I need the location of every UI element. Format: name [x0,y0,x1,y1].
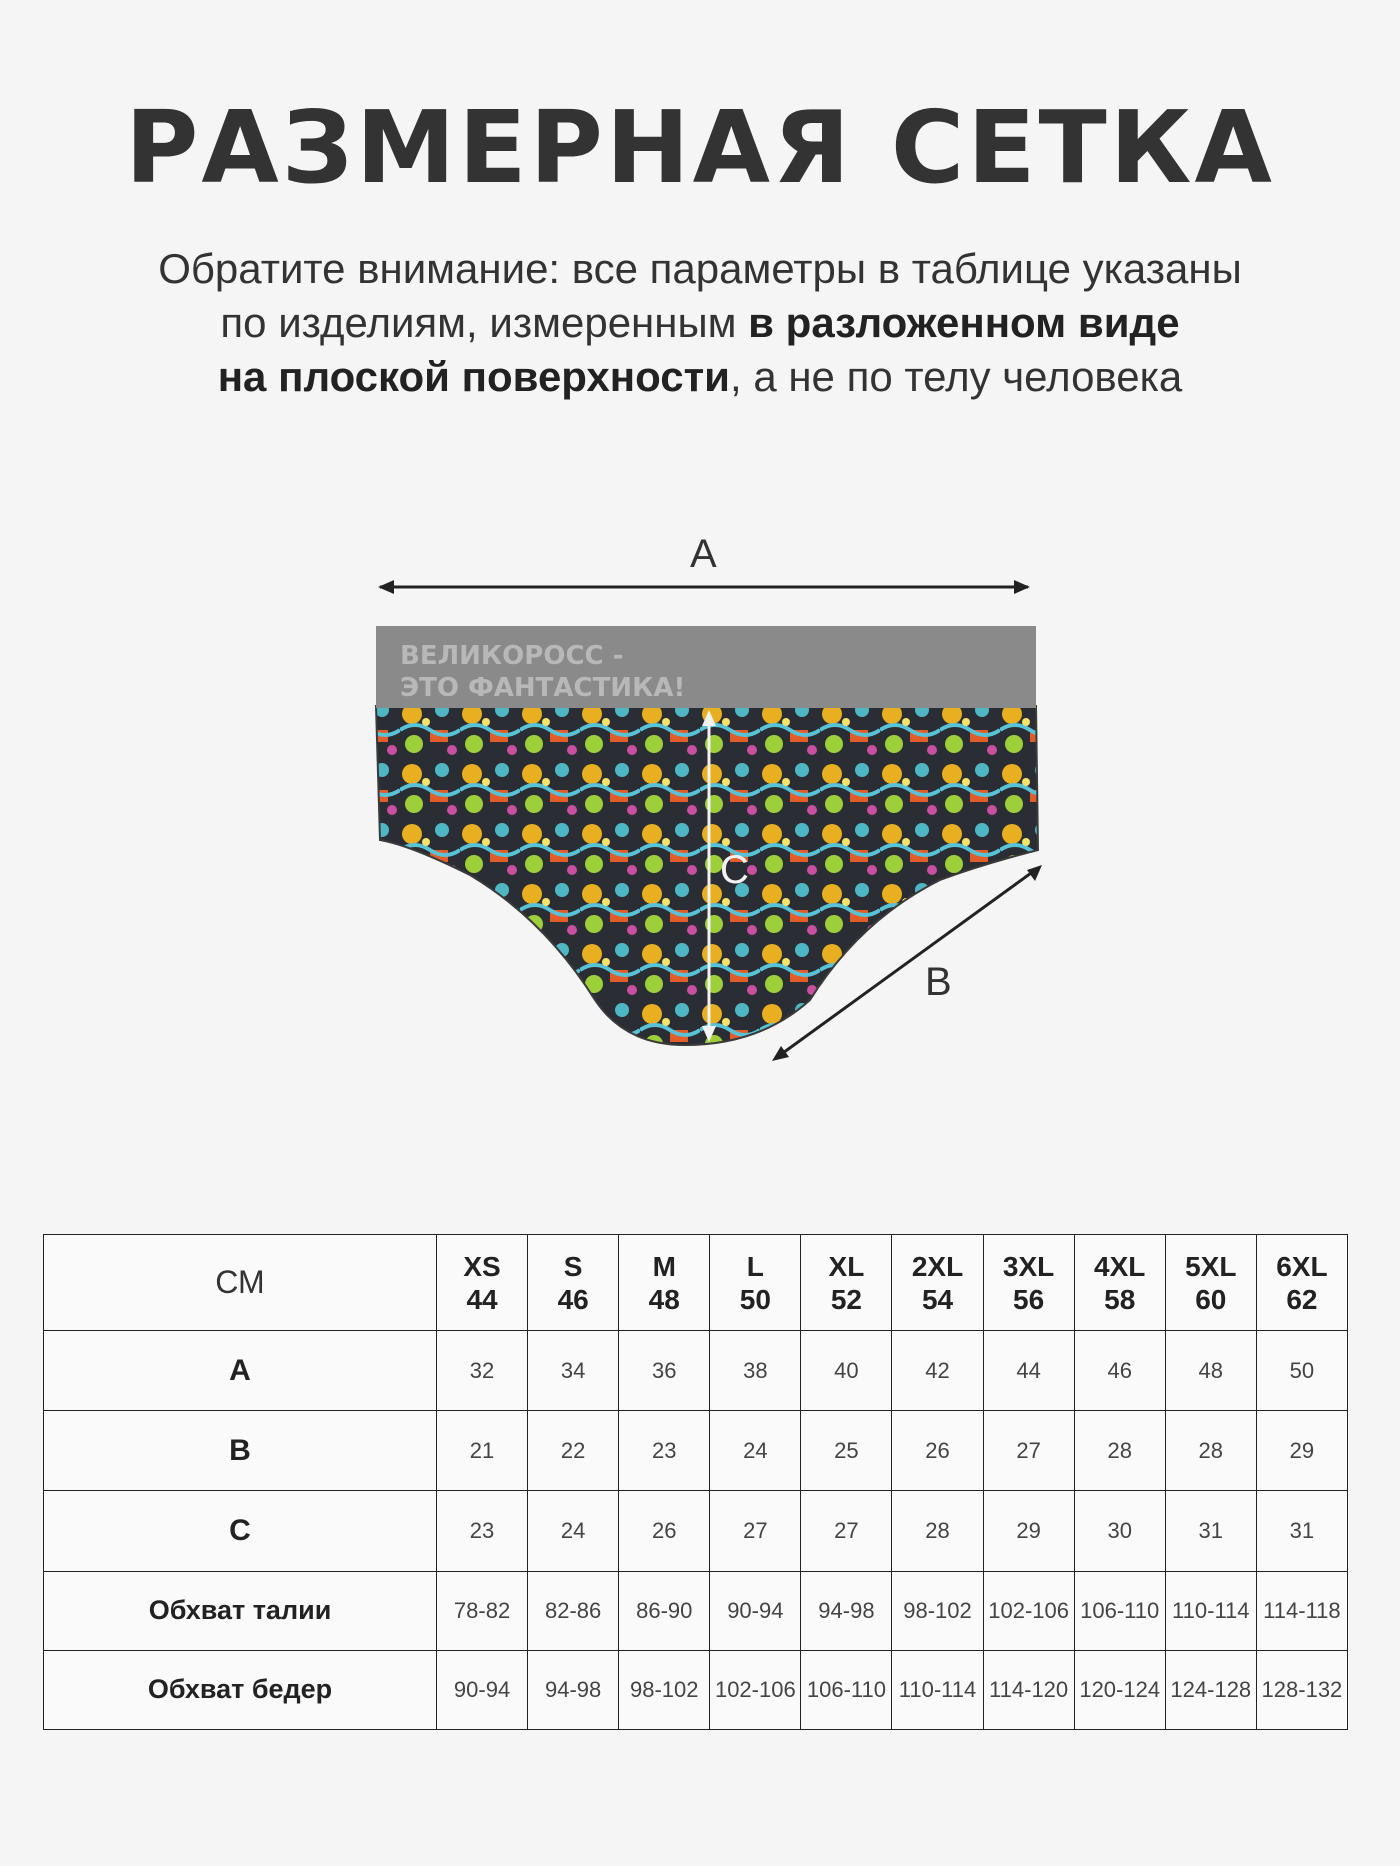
table-cell: 98-102 [619,1650,710,1729]
unit-header: СМ [44,1235,437,1331]
table-cell: 90-94 [437,1650,528,1729]
table-cell: 27 [801,1491,892,1571]
size-letter: 3XL [1002,1250,1055,1282]
subtitle-line-2-bold: в разложенном виде [748,299,1180,346]
size-number: 46 [557,1283,589,1315]
table-row [44,1411,1348,1491]
table-cell: 106-110 [1074,1571,1165,1650]
size-column-header [1256,1235,1347,1331]
table-cell: 82-86 [528,1571,619,1650]
size-letter: 5XL [1185,1250,1237,1282]
table-cell: 78-82 [437,1571,528,1650]
subtitle-line-2-plain: по изделиям, измеренным [220,299,749,346]
subtitle-line-2 [0,296,1400,350]
size-letter: XS [463,1250,501,1282]
table-cell: 38 [710,1331,801,1411]
table-cell: 30 [1074,1491,1165,1571]
size-column-header [710,1235,801,1331]
table-cell: 34 [528,1331,619,1411]
size-number: 48 [648,1283,680,1315]
table-cell: 27 [983,1411,1074,1491]
arrow-b-top-head [1027,865,1042,881]
size-header-row [44,1235,1348,1331]
arrow-b-bottom-head [772,1046,789,1061]
size-letter: S [563,1250,583,1282]
table-cell: 120-124 [1074,1650,1165,1729]
product-diagram [340,520,1080,1080]
table-cell: 124-128 [1165,1650,1256,1729]
table-cell: 94-98 [801,1571,892,1650]
table-cell: 24 [528,1491,619,1571]
size-table [43,1234,1348,1730]
table-cell: 102-106 [983,1571,1074,1650]
dimension-label-c: C [720,848,749,892]
size-letter: 4XL [1094,1250,1146,1282]
table-cell: 31 [1165,1491,1256,1571]
size-column-header [801,1235,892,1331]
row-label: C [44,1491,437,1571]
row-label: A [44,1331,437,1411]
table-cell: 32 [437,1331,528,1411]
table-cell: 98-102 [892,1571,983,1650]
table-cell: 25 [801,1411,892,1491]
subtitle-line-1: Обратите внимание: все параметры в таблице указаны [158,245,1242,292]
size-letter: XL [828,1250,865,1282]
briefs-illustration [340,520,1080,1080]
table-cell: 94-98 [528,1650,619,1729]
table-cell: 21 [437,1411,528,1491]
table-cell: 114-120 [983,1650,1074,1729]
table-cell: 42 [892,1331,983,1411]
size-number: 56 [1013,1283,1045,1315]
table-cell: 28 [892,1491,983,1571]
size-letter: 6XL [1276,1250,1328,1282]
table-row [44,1331,1348,1411]
size-column-header [619,1235,710,1331]
table-cell: 86-90 [619,1571,710,1650]
page-title: РАЗМЕРНАЯ СЕТКА [125,89,1275,206]
size-letter: 2XL [911,1250,964,1282]
size-column-header [983,1235,1074,1331]
table-cell: 29 [983,1491,1074,1571]
size-column-header [1165,1235,1256,1331]
table-cell: 24 [710,1411,801,1491]
size-letter: M [652,1250,676,1282]
table-cell: 36 [619,1331,710,1411]
size-column-header [528,1235,619,1331]
size-letter: L [746,1250,764,1282]
table-cell: 22 [528,1411,619,1491]
table-cell: 27 [710,1491,801,1571]
table-cell: 48 [1165,1331,1256,1411]
table-cell: 102-106 [710,1650,801,1729]
table-row [44,1571,1348,1650]
size-number: 50 [739,1283,771,1315]
size-number: 60 [1195,1283,1227,1315]
size-column-header [1074,1235,1165,1331]
table-cell: 46 [1074,1331,1165,1411]
size-number: 52 [830,1283,862,1315]
subtitle-note [0,242,1400,404]
size-number: 54 [921,1283,954,1315]
waistband-text-2: ЭТО ФАНТАСТИКА! [400,673,686,703]
size-table-body [44,1331,1348,1730]
table-cell: 44 [983,1331,1074,1411]
table-cell: 26 [619,1491,710,1571]
size-number: 58 [1104,1283,1136,1315]
subtitle-line-3-bold: на плоской поверхности [217,353,730,400]
size-number: 44 [466,1283,498,1315]
table-cell: 26 [892,1411,983,1491]
table-cell: 28 [1074,1411,1165,1491]
subtitle-line-3-plain: , а не по телу человека [729,353,1183,400]
table-cell: 28 [1165,1411,1256,1491]
table-cell: 114-118 [1256,1571,1347,1650]
row-label: Обхват бедер [44,1650,437,1729]
waistband-text-1: ВЕЛИКОРОСС - [400,641,624,671]
arrow-a-right-head [1014,580,1030,594]
row-label: B [44,1411,437,1491]
table-cell: 128-132 [1256,1650,1347,1729]
arrow-a-left-head [378,580,394,594]
table-row [44,1650,1348,1729]
dimension-label-a: A [690,532,717,576]
table-cell: 23 [437,1491,528,1571]
table-cell: 31 [1256,1491,1347,1571]
table-cell: 23 [619,1411,710,1491]
table-cell: 110-114 [892,1650,983,1729]
table-cell: 110-114 [1165,1571,1256,1650]
table-cell: 106-110 [801,1650,892,1729]
subtitle-line-3 [0,350,1400,404]
table-cell: 29 [1256,1411,1347,1491]
table-row [44,1491,1348,1571]
size-column-header [892,1235,983,1331]
size-column-header [437,1235,528,1331]
table-cell: 50 [1256,1331,1347,1411]
table-cell: 40 [801,1331,892,1411]
dimension-label-b: B [925,960,952,1004]
row-label: Обхват талии [44,1571,437,1650]
table-cell: 90-94 [710,1571,801,1650]
size-number: 62 [1286,1283,1318,1315]
